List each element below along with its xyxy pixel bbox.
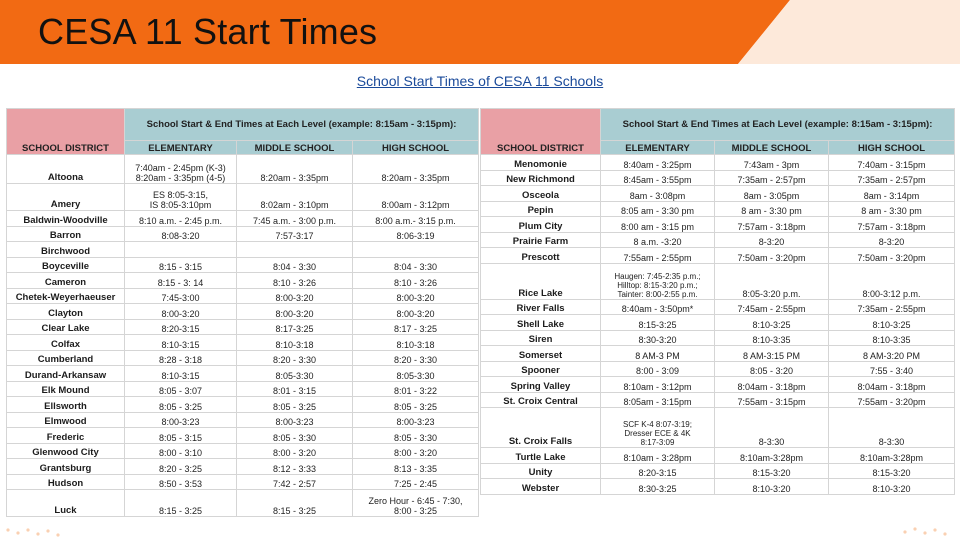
middle-school-cell: 8:17-3:25 (237, 319, 353, 335)
middle-school-cell: 8-3:20 (715, 232, 829, 248)
district-cell: Elmwood (7, 412, 125, 428)
middle-school-cell: 8:05-3:20 p.m. (715, 263, 829, 299)
high-school-cell: 7:55 - 3:40 (829, 361, 955, 377)
table-row (7, 288, 479, 304)
elementary-cell: 8 AM-3 PM (601, 346, 715, 362)
district-cell: Pepin (481, 201, 601, 217)
high-school-cell: 8:00 - 3:20 (353, 443, 479, 459)
elementary-cell: 8:08-3:20 (125, 226, 237, 242)
middle-school-cell: 8:00-3:23 (237, 412, 353, 428)
high-school-cell (353, 242, 479, 258)
middle-school-cell: 8:05-3:30 (237, 366, 353, 382)
elementary-cell: 8:10-3:15 (125, 366, 237, 382)
table-row (7, 304, 479, 320)
elementary-cell: 8:20-3:15 (125, 319, 237, 335)
table-row (481, 299, 955, 315)
elementary-cell: 8:15-3:25 (601, 315, 715, 331)
middle-school-header: MIDDLE SCHOOL (237, 141, 353, 155)
table-row (481, 392, 955, 408)
middle-school-cell: 8:10am-3:28pm (715, 448, 829, 464)
high-school-cell: 8:05 - 3:25 (353, 397, 479, 413)
district-cell: Colfax (7, 335, 125, 351)
elementary-cell: 8:10am - 3:12pm (601, 377, 715, 393)
times-span-header: School Start & End Times at Each Level (example: 8:15am - 3:15pm): (125, 109, 479, 141)
table-row (481, 448, 955, 464)
district-cell: Altoona (7, 155, 125, 184)
district-cell: Boyceville (7, 257, 125, 273)
district-cell: Durand-Arkansaw (7, 366, 125, 382)
table-row (7, 412, 479, 428)
table-row (7, 459, 479, 475)
high-school-cell: 8:01 - 3:22 (353, 381, 479, 397)
district-cell: Ellsworth (7, 397, 125, 413)
high-school-cell: 8:04am - 3:18pm (829, 377, 955, 393)
elementary-cell: 8:10 a.m. - 2:45 p.m. (125, 211, 237, 227)
table-row (7, 350, 479, 366)
elementary-cell: 8:20-3:15 (601, 463, 715, 479)
middle-school-cell: 7:57-3:17 (237, 226, 353, 242)
high-school-cell: 7:35am - 2:57pm (829, 170, 955, 186)
elementary-cell: 8:10-3:15 (125, 335, 237, 351)
table-row (481, 361, 955, 377)
middle-school-cell: 7:43am - 3pm (715, 155, 829, 171)
high-school-cell: 8:00-3:23 (353, 412, 479, 428)
table-row (7, 397, 479, 413)
table-row (481, 217, 955, 233)
table-row (7, 184, 479, 211)
district-cell: Hudson (7, 474, 125, 490)
middle-school-cell: 8am - 3:05pm (715, 186, 829, 202)
elementary-cell: 8:28 - 3:18 (125, 350, 237, 366)
table-row (481, 377, 955, 393)
table-row (481, 248, 955, 264)
district-cell: Cameron (7, 273, 125, 289)
district-cell: Glenwood City (7, 443, 125, 459)
high-school-cell: 7:25 - 2:45 (353, 474, 479, 490)
district-cell: Barron (7, 226, 125, 242)
middle-school-cell: 8:12 - 3:33 (237, 459, 353, 475)
high-school-header: HIGH SCHOOL (353, 141, 479, 155)
district-cell: Amery (7, 184, 125, 211)
high-school-cell: 8:10-3:25 (829, 315, 955, 331)
high-school-cell: 8:00am - 3:12pm (353, 184, 479, 211)
high-school-cell: 8 am - 3:30 pm (829, 201, 955, 217)
elementary-cell: 8:00-3:23 (125, 412, 237, 428)
elementary-cell: 8:05 am - 3:30 pm (601, 201, 715, 217)
table-row (481, 263, 955, 299)
high-school-cell: 8:04 - 3:30 (353, 257, 479, 273)
district-cell: Elk Mound (7, 381, 125, 397)
middle-school-cell: 8:10-3:25 (715, 315, 829, 331)
times-span-header: School Start & End Times at Each Level (example: 8:15am - 3:15pm): (601, 109, 955, 141)
table-row (7, 490, 479, 517)
middle-school-cell: 7:45am - 2:55pm (715, 299, 829, 315)
table-row (481, 346, 955, 362)
right-start-times-table (480, 108, 955, 495)
high-school-cell: 8:10am-3:28pm (829, 448, 955, 464)
middle-school-cell: 8:15-3:20 (715, 463, 829, 479)
district-header: SCHOOL DISTRICT (7, 109, 125, 155)
district-cell: Spooner (481, 361, 601, 377)
elementary-cell: 8:20 - 3:25 (125, 459, 237, 475)
high-school-cell: 8:05-3:30 (353, 366, 479, 382)
table-row (7, 257, 479, 273)
district-cell: Rice Lake (481, 263, 601, 299)
district-cell: Cumberland (7, 350, 125, 366)
district-cell: Menomonie (481, 155, 601, 171)
high-school-cell: 8:10-3:18 (353, 335, 479, 351)
table-row (481, 155, 955, 171)
middle-school-cell: 8:01 - 3:15 (237, 381, 353, 397)
middle-school-cell: 8:10-3:20 (715, 479, 829, 495)
district-cell: Clayton (7, 304, 125, 320)
district-cell: St. Croix Central (481, 392, 601, 408)
elementary-cell: 8:15 - 3:25 (125, 490, 237, 517)
district-cell: Luck (7, 490, 125, 517)
high-school-cell: 8:10-3:20 (829, 479, 955, 495)
elementary-cell: 8:00 - 3:10 (125, 443, 237, 459)
district-cell: Osceola (481, 186, 601, 202)
elementary-cell: 8:05 - 3:15 (125, 428, 237, 444)
table-row (7, 226, 479, 242)
table-row (7, 381, 479, 397)
high-school-cell: 7:55am - 3:20pm (829, 392, 955, 408)
high-school-cell: 8:20 - 3:30 (353, 350, 479, 366)
middle-school-cell: 8:05 - 3:20 (715, 361, 829, 377)
middle-school-cell: 8:05 - 3:25 (237, 397, 353, 413)
left-start-times-table (6, 108, 479, 517)
start-times-link[interactable]: School Start Times of CESA 11 Schools (356, 73, 604, 89)
table-row (481, 315, 955, 331)
district-cell: River Falls (481, 299, 601, 315)
district-cell: New Richmond (481, 170, 601, 186)
high-school-cell: 8-3:20 (829, 232, 955, 248)
middle-school-cell: 7:50am - 3:20pm (715, 248, 829, 264)
district-cell: Plum City (481, 217, 601, 233)
high-school-cell: 8:15-3:20 (829, 463, 955, 479)
district-cell: Unity (481, 463, 601, 479)
district-cell: Webster (481, 479, 601, 495)
middle-school-cell: 8 AM-3:15 PM (715, 346, 829, 362)
high-school-cell: 8-3:30 (829, 408, 955, 448)
middle-school-cell: 8:00-3:20 (237, 304, 353, 320)
table-row (481, 463, 955, 479)
page-title: CESA 11 Start Times (38, 11, 378, 52)
middle-school-cell: 7:35am - 2:57pm (715, 170, 829, 186)
high-school-cell: 8:00-3:20 (353, 304, 479, 320)
high-school-cell: 8:06-3:19 (353, 226, 479, 242)
table-row (7, 319, 479, 335)
high-school-cell: 7:35am - 2:55pm (829, 299, 955, 315)
table-row (7, 155, 479, 184)
elementary-cell: 8:45am - 3:55pm (601, 170, 715, 186)
table-row (7, 428, 479, 444)
district-cell: Somerset (481, 346, 601, 362)
table-row (481, 201, 955, 217)
district-cell: Prairie Farm (481, 232, 601, 248)
middle-school-cell: 8:20am - 3:35pm (237, 155, 353, 184)
table-row (481, 330, 955, 346)
high-school-cell: 8am - 3:14pm (829, 186, 955, 202)
middle-school-cell: 8:04 - 3:30 (237, 257, 353, 273)
elementary-cell: ES 8:05-3:15, IS 8:05-3:10pm (125, 184, 237, 211)
elementary-cell: 8:30-3:20 (601, 330, 715, 346)
district-cell: Grantsburg (7, 459, 125, 475)
elementary-cell: 8:05am - 3:15pm (601, 392, 715, 408)
district-cell: Shell Lake (481, 315, 601, 331)
middle-school-cell: 7:42 - 2:57 (237, 474, 353, 490)
middle-school-header: MIDDLE SCHOOL (715, 141, 829, 155)
elementary-cell: SCF K-4 8:07-3:19; Dresser ECE & 4K 8:17-3:09 (601, 408, 715, 448)
elementary-cell: 7:40am - 2:45pm (K-3) 8:20am - 3:35pm (4-5) (125, 155, 237, 184)
elementary-cell: 8:40am - 3:25pm (601, 155, 715, 171)
elementary-cell: 8 a.m. -3:20 (601, 232, 715, 248)
district-cell: Siren (481, 330, 601, 346)
elementary-cell: 7:55am - 2:55pm (601, 248, 715, 264)
middle-school-cell: 8:05 - 3:30 (237, 428, 353, 444)
elementary-header: ELEMENTARY (125, 141, 237, 155)
elementary-cell: 8:05 - 3:07 (125, 381, 237, 397)
table-row (481, 408, 955, 448)
district-cell: Birchwood (7, 242, 125, 258)
high-school-cell: 7:57am - 3:18pm (829, 217, 955, 233)
high-school-cell: 8:10-3:35 (829, 330, 955, 346)
elementary-cell (125, 242, 237, 258)
elementary-cell: 8:40am - 3:50pm* (601, 299, 715, 315)
middle-school-cell: 7:57am - 3:18pm (715, 217, 829, 233)
table-row (7, 474, 479, 490)
elementary-cell: 8:00-3:20 (125, 304, 237, 320)
high-school-cell: 7:50am - 3:20pm (829, 248, 955, 264)
middle-school-cell: 8-3:30 (715, 408, 829, 448)
table-row (481, 186, 955, 202)
middle-school-cell: 8:00-3:20 (237, 288, 353, 304)
elementary-cell: 8:15 - 3:15 (125, 257, 237, 273)
high-school-cell: 7:40am - 3:15pm (829, 155, 955, 171)
district-cell: Chetek-Weyerhaeuser (7, 288, 125, 304)
elementary-header: ELEMENTARY (601, 141, 715, 155)
elementary-cell: 8:05 - 3:25 (125, 397, 237, 413)
middle-school-cell: 8:10-3:18 (237, 335, 353, 351)
elementary-cell: 8:00 am - 3:15 pm (601, 217, 715, 233)
elementary-cell: 8am - 3:08pm (601, 186, 715, 202)
elementary-cell: 7:45-3:00 (125, 288, 237, 304)
table-row (481, 232, 955, 248)
high-school-cell: 8:17 - 3:25 (353, 319, 479, 335)
high-school-cell: 8:00-3:20 (353, 288, 479, 304)
middle-school-cell: 7:55am - 3:15pm (715, 392, 829, 408)
table-row (481, 479, 955, 495)
elementary-cell: 8:10am - 3:28pm (601, 448, 715, 464)
elementary-cell: 8:50 - 3:53 (125, 474, 237, 490)
elementary-cell: Haugen: 7:45-2:35 p.m.; Hilltop: 8:15-3:20 p.m.; Tainter: 8:00-2:55 p.m. (601, 263, 715, 299)
high-school-cell: 8:20am - 3:35pm (353, 155, 479, 184)
high-school-cell: Zero Hour - 6:45 - 7:30, 8:00 - 3:25 (353, 490, 479, 517)
district-cell: Clear Lake (7, 319, 125, 335)
middle-school-cell: 8:00 - 3:20 (237, 443, 353, 459)
middle-school-cell: 8:20 - 3:30 (237, 350, 353, 366)
elementary-cell: 8:00 - 3:09 (601, 361, 715, 377)
middle-school-cell: 8:10 - 3:26 (237, 273, 353, 289)
middle-school-cell: 8:02am - 3:10pm (237, 184, 353, 211)
high-school-cell: 8:10 - 3:26 (353, 273, 479, 289)
high-school-cell: 8:00 a.m.- 3:15 p.m. (353, 211, 479, 227)
elementary-cell: 8:30-3:25 (601, 479, 715, 495)
middle-school-cell (237, 242, 353, 258)
table-row (7, 211, 479, 227)
middle-school-cell: 7:45 a.m. - 3:00 p.m. (237, 211, 353, 227)
high-school-cell: 8:00-3:12 p.m. (829, 263, 955, 299)
district-cell: St. Croix Falls (481, 408, 601, 448)
district-cell: Baldwin-Woodville (7, 211, 125, 227)
middle-school-cell: 8:04am - 3:18pm (715, 377, 829, 393)
district-cell: Frederic (7, 428, 125, 444)
high-school-cell: 8:05 - 3:30 (353, 428, 479, 444)
middle-school-cell: 8:15 - 3:25 (237, 490, 353, 517)
district-cell: Turtle Lake (481, 448, 601, 464)
table-row (7, 273, 479, 289)
high-school-header: HIGH SCHOOL (829, 141, 955, 155)
table-row (7, 443, 479, 459)
district-cell: Prescott (481, 248, 601, 264)
high-school-cell: 8:13 - 3:35 (353, 459, 479, 475)
table-row (7, 335, 479, 351)
table-row (481, 170, 955, 186)
elementary-cell: 8:15 - 3: 14 (125, 273, 237, 289)
district-cell: Spring Valley (481, 377, 601, 393)
title-banner (0, 0, 960, 64)
middle-school-cell: 8 am - 3:30 pm (715, 201, 829, 217)
high-school-cell: 8 AM-3:20 PM (829, 346, 955, 362)
district-header: SCHOOL DISTRICT (481, 109, 601, 155)
table-row (7, 242, 479, 258)
table-row (7, 366, 479, 382)
middle-school-cell: 8:10-3:35 (715, 330, 829, 346)
